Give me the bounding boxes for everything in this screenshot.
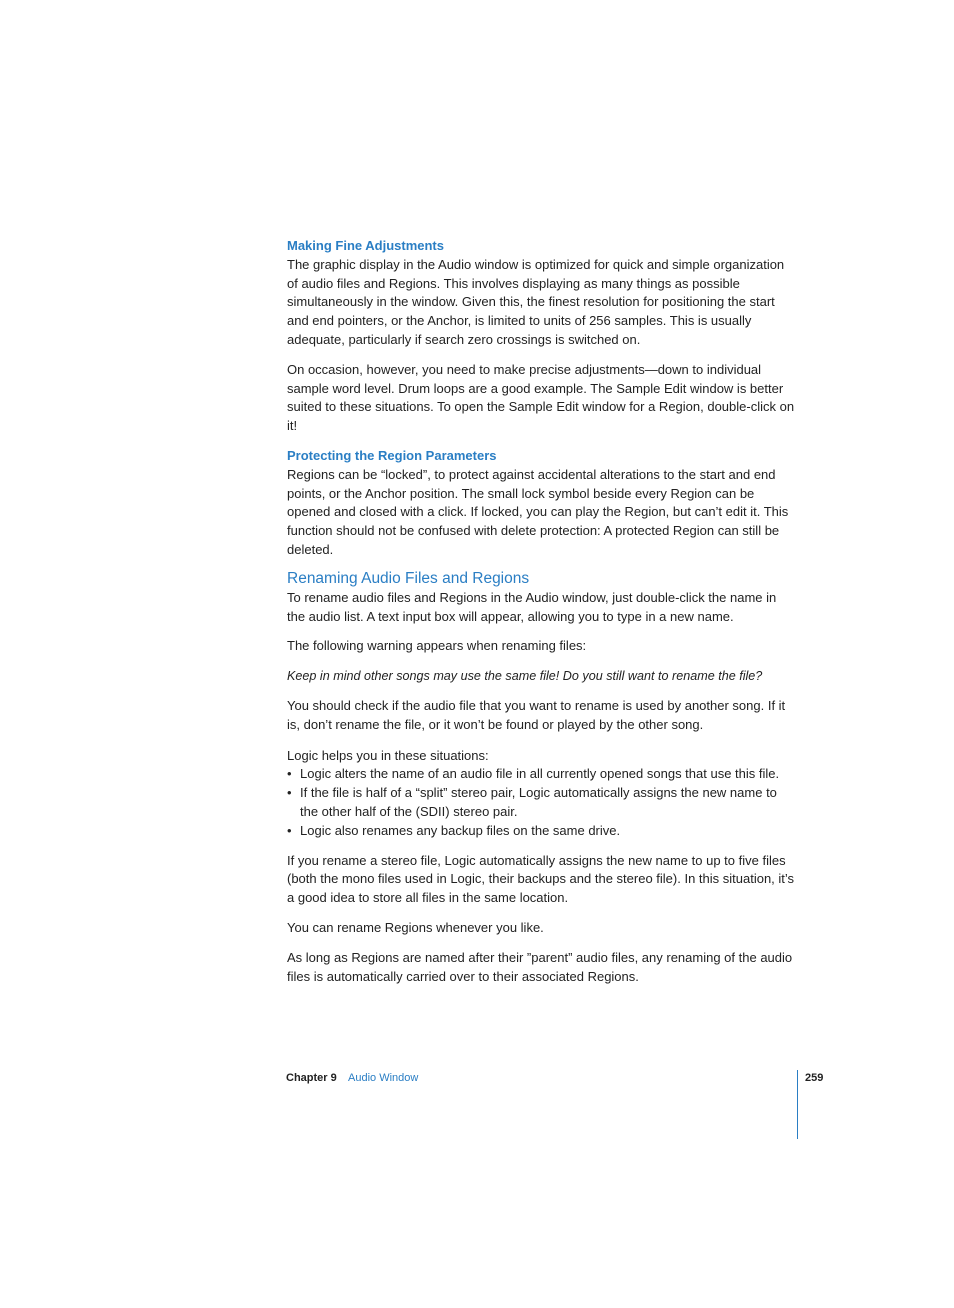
footer-page-number: 259 xyxy=(805,1072,824,1084)
list-item xyxy=(287,784,797,822)
list-item-text: Logic also renames any backup files on the same drive. xyxy=(300,822,621,838)
paragraph-fine-1: The graphic display in the Audio window is optimized for quick and simple organization of audio files and Regions. This involves displaying as many things as possible simultaneously in the window. Given this, the finest resolution for positioning the start and end pointers, or the Anchor, is limited to units of 256 samples. This is usually adequate, particularly if search zero crossings is switched on. xyxy=(287,256,785,347)
heading-protecting-region-parameters: Protecting the Region Parameters xyxy=(287,447,497,463)
footer-chapter: Chapter 9 xyxy=(286,1072,337,1084)
list-item-text: If the file is half of a “split” stereo pair, Logic automatically assigns the new name to the other half of the (SDII) stereo pair. xyxy=(300,785,777,819)
list-item-text: Logic alters the name of an audio file in all currently opened songs that use this file. xyxy=(300,766,780,782)
page-content xyxy=(287,237,797,997)
paragraph-rename-2: The following warning appears when renaming files: xyxy=(287,638,587,654)
paragraph-fine-2: On occasion, however, you need to make precise adjustments—down to individual sample word level. Drum loops are a good example. The Sample Edit window is better suited to these situations. To open the Sample Edit window for a Region, double-click on it! xyxy=(287,361,795,434)
paragraph-rename-5: If you rename a stereo file, Logic automatically assigns the new name to up to five files (both the mono files used in Logic, their backups and the stereo file). In this situation, it’s a good idea to store all files in the same location. xyxy=(287,852,795,906)
paragraph-rename-1: To rename audio files and Regions in the Audio window, just double-click the name in the audio list. A text input box will appear, allowing you to type in a new name. xyxy=(287,589,777,624)
footer-divider xyxy=(797,1070,798,1139)
list-item xyxy=(287,765,797,784)
heading-renaming-audio-files: Renaming Audio Files and Regions xyxy=(287,569,530,587)
list-item xyxy=(287,822,797,841)
warning-text: Keep in mind other songs may use the same file! Do you still want to rename the file? xyxy=(287,669,763,684)
bullet-marker: • xyxy=(287,785,292,801)
bullet-marker: • xyxy=(287,766,292,782)
footer-chapter-title[interactable]: Audio Window xyxy=(348,1072,419,1084)
paragraph-rename-3: You should check if the audio file that you want to rename is used by another song. If it is, don’t rename the file, or it won’t be found or played by the other song. xyxy=(287,697,786,732)
bullet-list xyxy=(287,765,797,840)
paragraph-rename-7: As long as Regions are named after their ”parent” audio files, any renaming of the audio files is automatically carried over to their associated Regions. xyxy=(287,949,793,984)
paragraph-rename-4: Logic helps you in these situations: xyxy=(287,747,489,763)
paragraph-rename-6: You can rename Regions whenever you like. xyxy=(287,919,544,935)
paragraph-protect-1: Regions can be “locked”, to protect against accidental alterations to the start and end points, or the Anchor position. The small lock symbol beside every Region can be opened and closed with a click. If locked, you can play the Region, but can’t edit it. This function should not be confused with delete protection: A protected Region can still be deleted. xyxy=(287,466,789,557)
bullet-marker: • xyxy=(287,822,292,838)
heading-making-fine-adjustments: Making Fine Adjustments xyxy=(287,238,444,253)
